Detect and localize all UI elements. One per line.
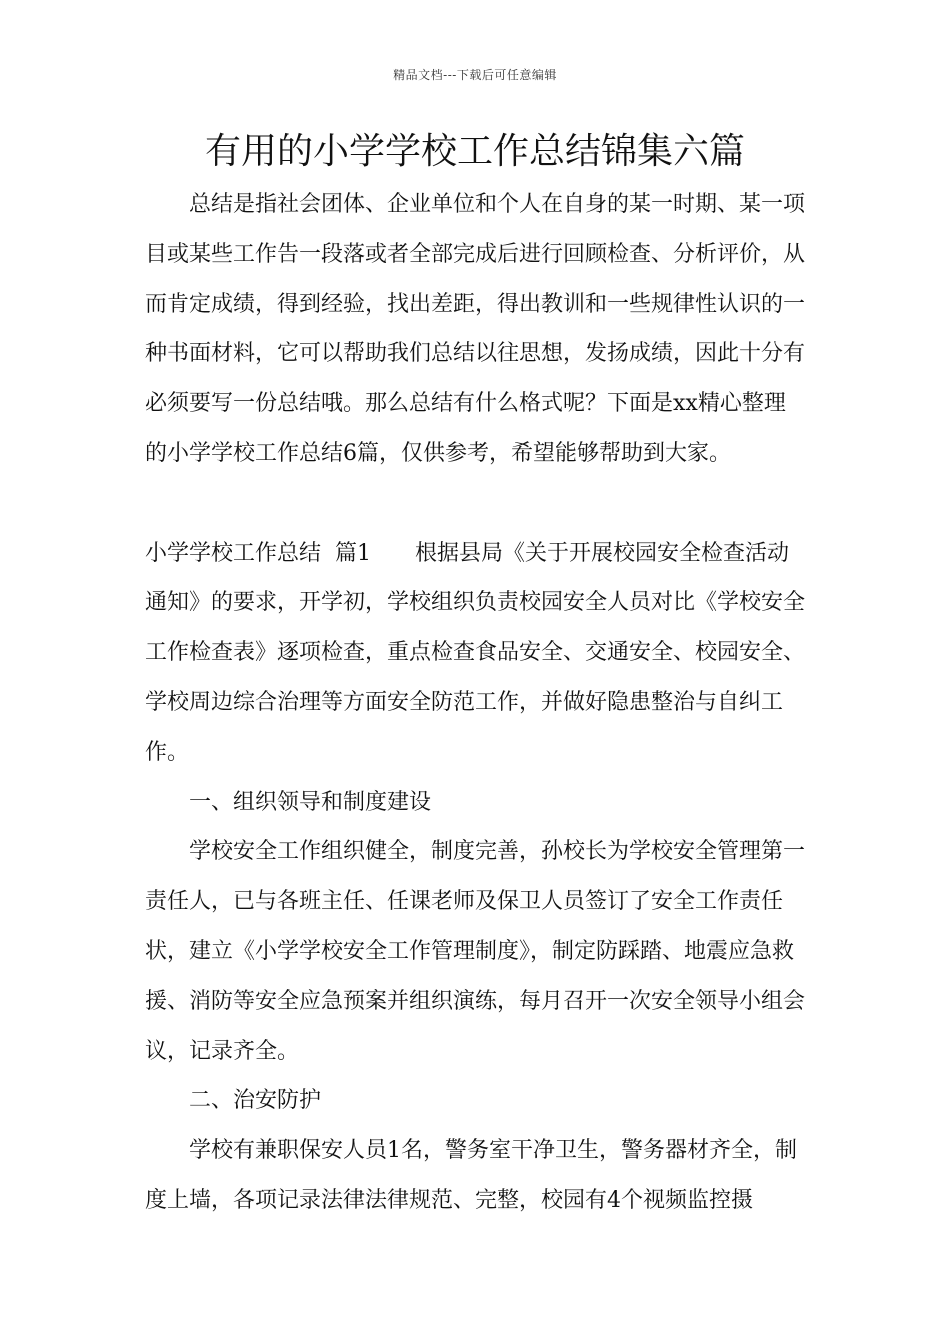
- intro-paragraph: 总结是指社会团体、企业单位和个人在自身的某一时期、某一项目或某些工作告一段落或者全部完成后进行回顾检查、分析评价，从而肯定成绩，得到经验，找出差距，得出教训和一些规律性认识的一种书面材料，它可以帮助我们总结以往思想，发扬成绩，因此十分有必须要写一份总结哦。那么总结有什么格式呢？下面是xx精心整理的小学学校工作总结6篇，仅供参考，希望能够帮助到大家。: [145, 192, 806, 466]
- section-2-body: 学校有兼职保安人员1名，警务室干净卫生，警务器材齐全，制度上墙，各项记录法律法律规范、完整，校园有4个视频监控摄: [145, 1138, 797, 1213]
- document-title: 有用的小学学校工作总结锦集六篇: [204, 131, 745, 172]
- section-2-title: 二、治安防护: [189, 1088, 322, 1114]
- article-1-lead: 根据县局《关于开展校园安全检查活动通知》的要求，开学初，学校组织负责校园安全人员对比《学校安全工作检查表》逐项检查，重点检查食品安全、交通安全、校园安全、学校周边综合治理等方面安全防范工作，并做好隐患整治与自纠工作。: [145, 540, 806, 765]
- article-1-heading: 小学学校工作总结 篇1: [145, 540, 371, 566]
- paragraph-spacer: [145, 479, 805, 529]
- section-1-title: 一、组织领导和制度建设: [189, 789, 432, 815]
- article-1-paragraph: [145, 529, 805, 778]
- document-body: [145, 180, 805, 1226]
- page-header-note: 精品文档---下载后可任意编辑: [393, 68, 557, 82]
- section-1-body: 学校安全工作组织健全，制度完善，孙校长为学校安全管理第一责任人，已与各班主任、任课老师及保卫人员签订了安全工作责任状，建立《小学学校安全工作管理制度》，制定防踩踏、地震应急救援、消防等安全应急预案并组织演练，每月召开一次安全领导小组会议，记录齐全。: [145, 839, 806, 1064]
